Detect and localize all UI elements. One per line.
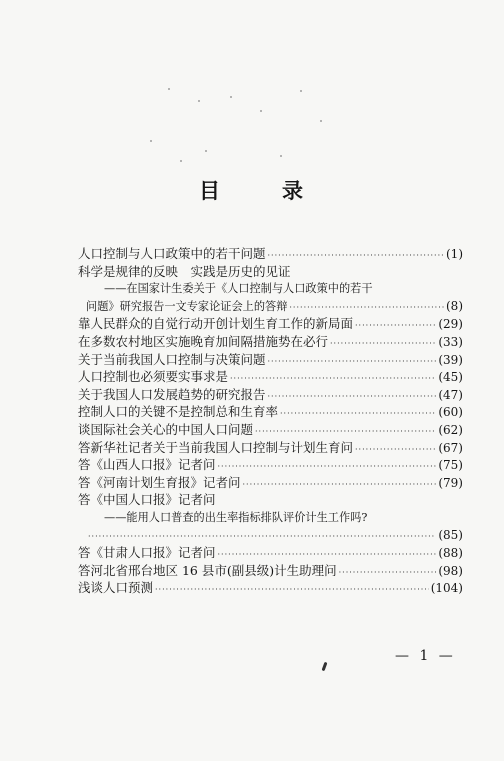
leader-dots (289, 299, 444, 317)
toc-entry-page: (39) (438, 352, 463, 367)
toc-entry[interactable] (78, 333, 463, 351)
toc-entry-page: (98) (438, 563, 463, 578)
toc-entry-page: (47) (438, 387, 463, 402)
toc-entry[interactable] (78, 403, 463, 421)
scan-speck (205, 150, 207, 152)
toc-entry-title: 在多数农村地区实施晚育加间隔措施势在必行 (78, 333, 329, 349)
toc-entry-page: (60) (438, 405, 463, 420)
toc-entry[interactable] (78, 263, 463, 281)
toc-entry-title: 科学是规律的反映 实践是历史的见证 (78, 263, 291, 279)
page-title (0, 175, 504, 205)
scan-speck (300, 90, 302, 92)
leader-dots (280, 405, 436, 423)
toc-entry-subtitle (78, 280, 463, 298)
toc-entry[interactable] (78, 439, 463, 457)
ink-mark (322, 662, 328, 671)
toc-entry-page: (88) (438, 546, 463, 561)
toc-entry-title: 答《山西人口报》记者问 (78, 457, 216, 473)
toc-entry-title: 答《河南计划生育报》记者问 (78, 474, 241, 490)
scan-speck (198, 100, 200, 102)
leader-dots (88, 528, 436, 546)
toc-entry-subtitle (78, 509, 463, 527)
leader-dots (355, 317, 436, 335)
leader-dots (330, 335, 436, 353)
toc-entry-subtitle (78, 527, 463, 545)
leader-dots (155, 581, 429, 599)
toc-entry[interactable] (78, 386, 463, 404)
toc-entry-page: (85) (438, 527, 463, 542)
toc-entry[interactable] (78, 544, 463, 562)
title-char: 目 (199, 179, 222, 203)
toc-entry-page: (8) (446, 298, 463, 313)
toc-entry-page: (62) (438, 422, 463, 437)
toc-entry-title: 问题》研究报告一文专家论证会上的答辩 (86, 299, 288, 313)
toc-entry-title: ——在国家计生委关于《人口控制与人口政策中的若干 (104, 282, 373, 296)
toc-entry-title: 答《中国人口报》记者问 (78, 492, 216, 508)
toc-entry-page: (104) (430, 581, 463, 596)
toc-entry-page: (67) (438, 440, 463, 455)
toc-entry-title: 人口控制与人口政策中的若干问题 (78, 246, 266, 261)
scan-speck (320, 120, 322, 122)
toc-entry-page: (29) (438, 317, 463, 332)
toc-entry[interactable] (78, 315, 463, 333)
toc-entry[interactable] (78, 474, 463, 492)
toc-entry-title: ——能用人口普查的出生率指标排队评价计生工作吗? (104, 510, 368, 524)
toc-entry[interactable] (78, 421, 463, 439)
scan-speck (260, 110, 262, 112)
scan-speck (230, 96, 232, 98)
toc-entry-page: (45) (438, 370, 463, 385)
leader-dots (339, 564, 437, 582)
toc-entry[interactable] (78, 562, 463, 580)
title-char: 录 (282, 179, 305, 203)
toc-entry[interactable] (78, 368, 463, 386)
toc-entry-title: 答河北省邢台地区 16 县市(副县级)计生助理问 (78, 562, 337, 578)
leader-dots (268, 353, 437, 371)
toc-entry-title: 答新华社记者关于当前我国人口控制与计划生育问 (78, 439, 354, 455)
toc-entry-title: 控制人口的关键不是控制总和生育率 (78, 404, 279, 420)
leader-dots (243, 476, 437, 494)
leader-dots (218, 458, 437, 476)
toc-entry-title: 关于当前我国人口控制与决策问题 (78, 351, 266, 367)
toc-entry[interactable] (78, 491, 463, 509)
toc-entry[interactable] (78, 579, 463, 597)
toc-entry-subtitle (78, 298, 463, 316)
toc-entry-page: (1) (446, 247, 463, 261)
toc-entry[interactable] (78, 351, 463, 369)
toc-entry-page: (75) (438, 458, 463, 473)
toc-entry-title: 人口控制也必须要实事求是 (78, 369, 229, 385)
table-of-contents (78, 245, 463, 597)
toc-entry[interactable] (78, 456, 463, 474)
leader-dots (268, 247, 444, 265)
toc-entry-title: 关于我国人口发展趋势的研究报告 (78, 386, 266, 402)
leader-dots (268, 388, 437, 406)
toc-entry-title: 答《甘肃人口报》记者问 (78, 545, 216, 561)
toc-entry-title: 谈国际社会关心的中国人口问题 (78, 421, 254, 437)
scan-speck (168, 88, 170, 90)
toc-entry-page: (79) (438, 475, 463, 490)
leader-dots (355, 441, 436, 459)
page-number: — 1 — (395, 648, 456, 664)
toc-entry-title: 靠人民群众的自觉行动开创计划生育工作的新局面 (78, 316, 354, 332)
scan-speck (180, 160, 182, 162)
scan-speck (280, 155, 282, 157)
toc-entry-page: (33) (438, 334, 463, 349)
toc-entry-title: 浅谈人口预测 (78, 580, 154, 596)
toc-entry[interactable] (78, 245, 463, 263)
scan-speck (150, 140, 152, 142)
